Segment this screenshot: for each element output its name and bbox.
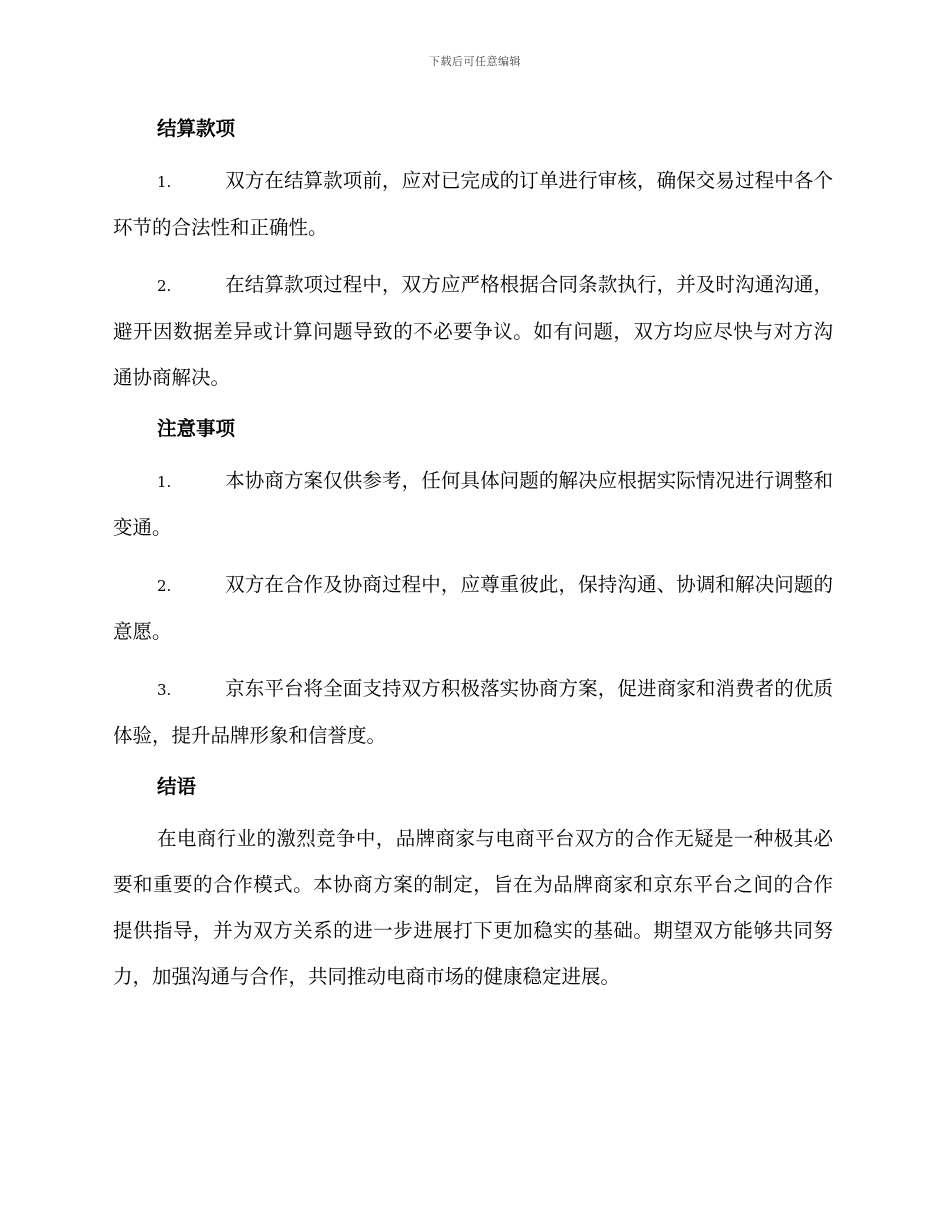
list-item-text: 双方在结算款项前，应对已完成的订单进行审核，确保交易过程中各个环节的合法性和正确性。 (113, 169, 833, 239)
list-item-number: 1. (157, 173, 172, 191)
document-body (113, 112, 833, 1000)
section-heading: 结语 (157, 775, 197, 798)
section-conclusion (113, 770, 833, 1000)
list-item (113, 262, 833, 401)
list-item-text: 京东平台将全面支持双方积极落实协商方案，促进商家和消费者的优质体验，提升品牌形象和信誉度。 (113, 677, 833, 747)
section-notes (113, 412, 833, 759)
list-item-number: 3. (157, 681, 172, 699)
list-item-text: 本协商方案仅供参考，任何具体问题的解决应根据实际情况进行调整和变通。 (113, 469, 833, 539)
list-item-number: 2. (157, 577, 172, 595)
list-item-text: 在结算款项过程中，双方应严格根据合同条款执行，并及时沟通沟通，避开因数据差异或计算问题导致的不必要争议。如有问题，双方均应尽快与对方沟通协商解决。 (113, 273, 833, 389)
list-item (113, 666, 833, 759)
page-header-note: 下载后可任意编辑 (429, 55, 521, 68)
section-heading: 注意事项 (157, 417, 236, 440)
list-item-text: 双方在合作及协商过程中，应尊重彼此，保持沟通、协调和解决问题的意愿。 (113, 573, 833, 643)
list-item-number: 1. (157, 473, 172, 491)
list-item (113, 158, 833, 251)
list-item-number: 2. (157, 277, 172, 295)
list-item (113, 562, 833, 655)
section-settlement (113, 112, 833, 401)
section-heading: 结算款项 (157, 117, 236, 140)
conclusion-paragraph: 在电商行业的激烈竞争中，品牌商家与电商平台双方的合作无疑是一种极其必要和重要的合作模式。本协商方案的制定，旨在为品牌商家和京东平台之间的合作提供指导，并为双方关系的进一步进展打下更加稳实的基础。期望双方能够共同努力，加强沟通与合作，共同推动电商市场的健康稳定进展。 (113, 827, 833, 988)
list-item (113, 458, 833, 551)
